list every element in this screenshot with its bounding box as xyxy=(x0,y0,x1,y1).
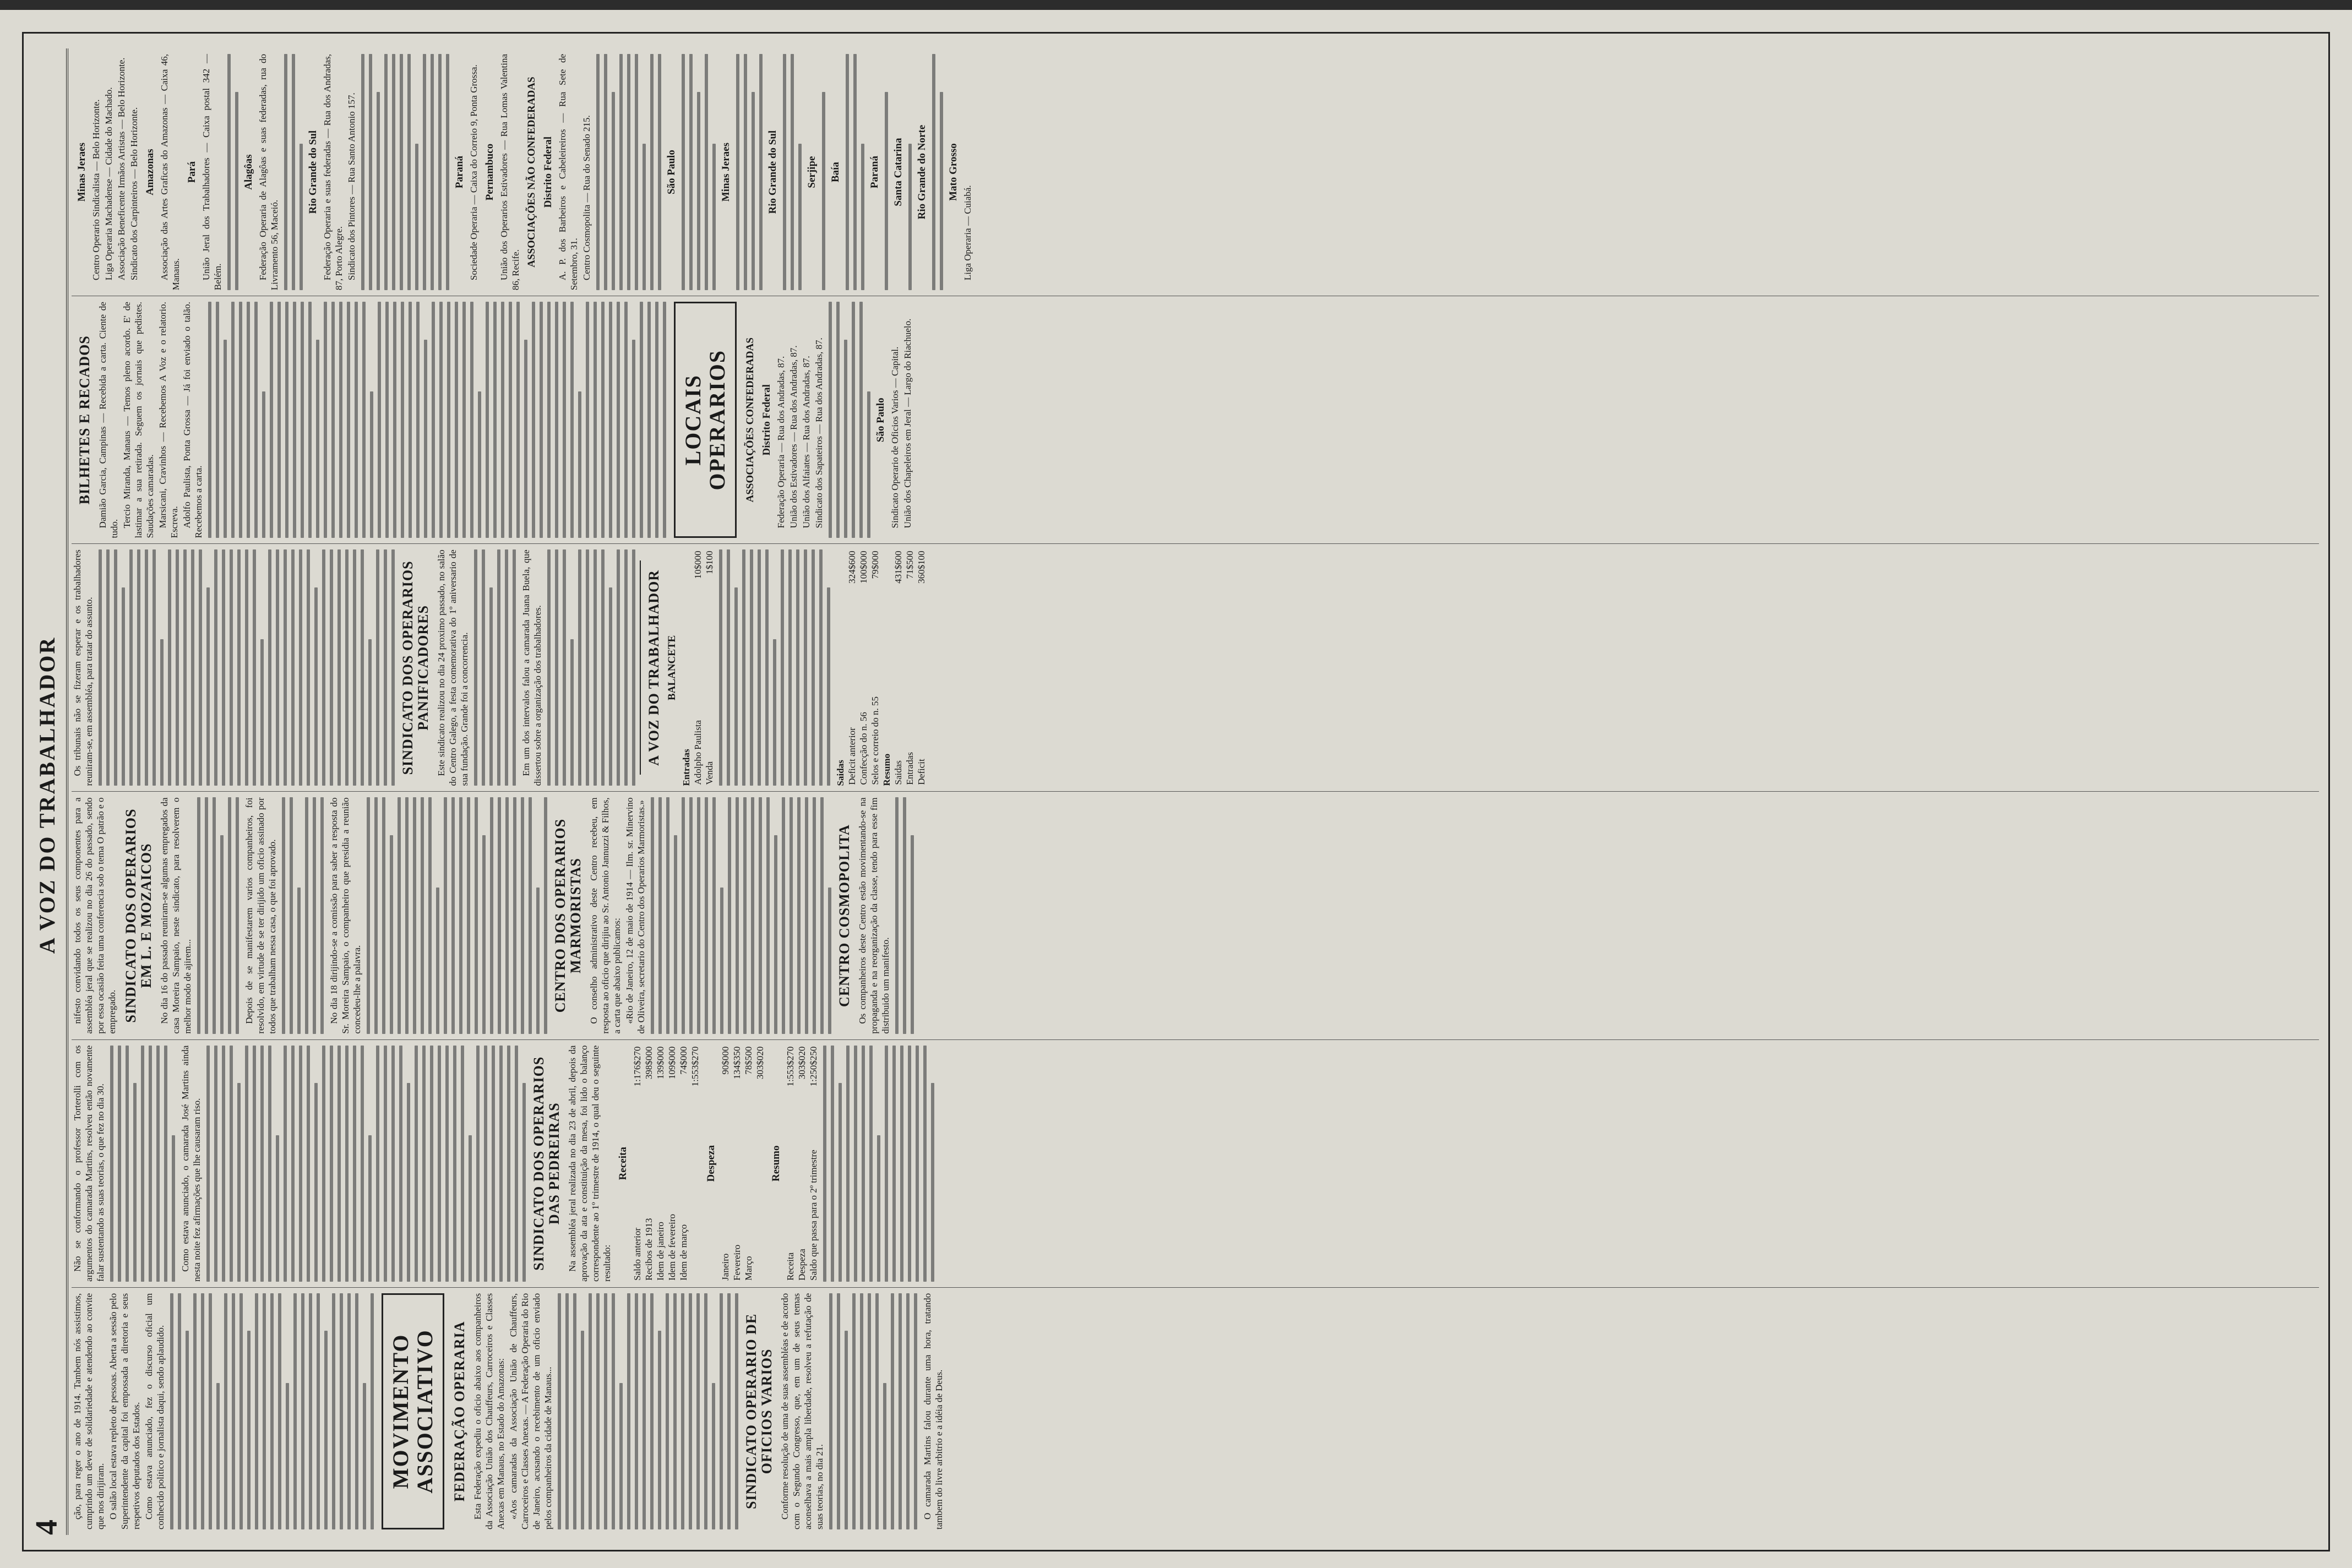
list-item: Sindicato dos Pintores — Rua Santo Antonio 157. xyxy=(346,92,357,281)
region-heading: Paraná xyxy=(869,156,880,189)
list-item: União dos Alfaiates — Rua dos Andradas, 87. xyxy=(801,356,812,529)
region-heading: Mato Grosso xyxy=(948,143,959,201)
region-heading: Santa Catarina xyxy=(892,138,904,206)
balance-table-receita xyxy=(631,1046,701,1282)
table-row: 1:553$270 xyxy=(690,1046,700,1087)
list-item: União dos Chapeleiros em Jeral — Largo do Riachuelo. xyxy=(902,318,913,529)
balance-resumo-title: Resumo xyxy=(770,1145,782,1182)
balance-table-resumo xyxy=(892,549,927,786)
section-banner-movimento: MOVIMENTO ASSOCIATIVO xyxy=(382,1293,444,1529)
table-row: Janeiro 90$000 xyxy=(720,1046,731,1281)
list-item: Liga Operaria — Cuiabá. xyxy=(962,185,973,281)
page-number: 4 xyxy=(30,1520,64,1535)
table-row: Saldo anterior 1:176$270 xyxy=(632,1046,643,1281)
column-3 xyxy=(72,791,2319,1039)
balance-despeza-title: Despeza xyxy=(705,1145,717,1182)
balance-saidas-title: Saidas xyxy=(835,760,846,786)
section-heading: SINDICATO OPERARIO DE OFICIOS VARIOS xyxy=(743,1313,775,1510)
balance-resumo-title: Resumo xyxy=(881,753,892,786)
section-heading: SINDICATO DOS OPERARIOS DAS PEDREIRAS xyxy=(531,1056,562,1271)
article-paragraph: Na assembléa jeral realizada no dia 23 de abril, depois da aprovação da ata e constituição da mesa, foi lido o balanço correspondente ao 1º trimestre de 1914, o qual deu o seguinte resultado: xyxy=(567,1045,612,1282)
article-paragraph: Não se conformando o professor Torterolli com os argumentos do camarada Martins, resolveu então novamente falar sustentando as suas teorias, o que fez no dia 30. xyxy=(72,1045,106,1282)
column-4 xyxy=(72,543,2319,791)
list-item: Federação Operaria e suas federadas — Rua dos Andradas, 87, Porto Alegre. xyxy=(322,53,344,291)
section-heading: CENTRO COSMOPOLITA xyxy=(836,824,852,1007)
table-row: Idem de fevereiro 109$000 xyxy=(667,1046,677,1281)
article-paragraph: Damião Garcia, Campinas — Recebida a carta. Ciente de tudo. xyxy=(97,302,119,538)
article-paragraph: Como estava anunciado, o camarada José Martins ainda nesta noite fez afirmações que lhe causaram riso. xyxy=(180,1045,202,1282)
region-heading: Pernambuco xyxy=(484,143,496,201)
table-row: Saldo que passa para o 2º trimestre 1:250$250 xyxy=(808,1046,819,1281)
article-paragraph: «Rio de Janeiro, 12 de maio de 1914 — Ilm. sr. Minervino de Oliveira, secretario do Centro dos Operarios Marmoristas.» xyxy=(624,797,646,1034)
balance-table-resumo xyxy=(785,1046,819,1282)
article-paragraph: nifesto convidando todos os seus componentes para a assembléa jeral que se realizou no dia 26 do passado, sendo por essa ocasião feita uma conferencia sob o tema O patrão e o empregado. xyxy=(72,797,117,1034)
article-paragraph: No dia 16 do passado reuniram-se algumas empregados da casa Moreira Sampaio, neste sindicato, para resolverem o melhor modo de ajirem... xyxy=(159,797,193,1034)
article-paragraph: Adolfo Paulista, Ponta Grossa — Já foi enviado o talão. Recebemos a carta. xyxy=(182,302,204,538)
column-2 xyxy=(72,1039,2319,1287)
section-heading: BILHETES E RECADOS xyxy=(77,335,92,505)
balance-table-entradas xyxy=(692,549,715,786)
region-heading: Alagôas xyxy=(243,154,254,190)
balance-table-saidas xyxy=(846,549,881,786)
list-item: Sindicato dos Carpinteiros — Belo Horizonte. xyxy=(129,107,139,281)
balance-receita-title: Receita xyxy=(617,1147,629,1180)
region-heading: Minas Jeraes xyxy=(720,143,732,202)
table-row: Receita 1:553$270 xyxy=(785,1046,796,1281)
region-heading: Baía xyxy=(830,162,841,183)
table-row: Confecção do n. 56 100$000 xyxy=(858,551,869,785)
column-1 xyxy=(72,1287,2319,1535)
list-item: União dos Estivadores — Rua dos Andradas, 87. xyxy=(788,345,799,529)
article-paragraph: Este sindicato realizou no dia 24 proximo passado, no salão do Centro Galego, a festa comemorativa do 1º aniversario de sua fundação. Grande foi a concorrencia. xyxy=(436,549,470,786)
table-row: Adolpho Paulista 10$000 xyxy=(693,551,703,785)
article-paragraph: Os companheiros deste Centro estão movimentando-se na propaganda e na reorganização da classe, tendo para esse fim distribuido um manifesto. xyxy=(857,797,891,1034)
list-item: Centro Operario Sindicalista — Belo Horizonte. xyxy=(91,99,101,281)
region-heading: Minas Jeraes xyxy=(76,143,88,202)
section-heading: CENTRO DOS OPERARIOS MARMORISTAS xyxy=(552,818,584,1013)
table-row: Deficit 360$100 xyxy=(916,551,927,785)
region-heading: Paraná xyxy=(454,156,465,189)
article-paragraph: No dia 18 dirijindo-se a comissão para saber a resposta do Sr. Moreira Sampaio, o companheiro que presidia a reunião concedeu-lhe a palavra. xyxy=(329,797,362,1034)
masthead xyxy=(28,48,68,1535)
section-heading: A VOZ DO TRABALHADOR xyxy=(646,569,662,766)
table-row: Idem de janeiro 139$000 xyxy=(655,1046,666,1281)
region-heading: Rio Grande do Sul xyxy=(307,130,319,214)
list-item: Sindicato Operario de Oficios Varios — Capital. xyxy=(890,346,900,529)
balance-entradas-title: Entradas xyxy=(681,749,692,786)
table-row: Recibos de 1913 398$000 xyxy=(644,1046,654,1281)
section-heading: FEDERAÇÃO OPERARIA xyxy=(451,1321,467,1502)
article-paragraph: Como estava anunciado, fez o discurso oficial um conhecido político e jornalista daqui, sendo aplaudido. xyxy=(144,1293,166,1529)
section-subheading: ASSOCIAÇÕES NÃO CONFEDERADAS xyxy=(526,77,537,268)
article-paragraph: «Aos camaradas da Associação Uniāo de Chauffeurs, Carroceiros e Classes Anexas. — A Federação Operaria do Rio de Janeiro, acusando o recebimento de um oficio enviado pelos companheiros da cidade de Manaus... xyxy=(508,1293,553,1529)
list-item: Federação Operaria — Rua dos Andradas, 87. xyxy=(776,356,786,529)
table-row: Fevereiro 134$350 xyxy=(732,1046,742,1281)
column-6 xyxy=(72,48,2319,296)
article-paragraph: O conselho administrativo deste Centro recebeu, em resposta ao oficio que dirijiu ao Sr. Antonio Jannuzzi & Filhos, a carta que abaixo publicamos: xyxy=(589,797,622,1034)
list-item: Associação das Artes Graficas do Amazonas — Caixa 46, Manaus. xyxy=(159,53,181,291)
table-row: Entradas 71$500 xyxy=(905,551,915,785)
table-row: Selos e correio do n. 55 79$000 xyxy=(870,551,880,785)
region-heading: Amazonas xyxy=(144,149,156,195)
table-row: Março 78$500 xyxy=(743,1046,754,1281)
article-paragraph: Depois de se manifestarem varios companheiros, foi resolvido, em virtude de se ter dirijido um oficio assinado por todos que trabalham nessa casa, o que foi aprovado. xyxy=(244,797,277,1034)
list-item: Associação Beneficente Irmãos Artistas — Belo Horizonte. xyxy=(116,57,127,281)
article-paragraph: ção, para reger o ano de 1914. Tambem nós assistimos, cumprindo um dever de solidariedade e atendendo ao convite que nos dirijiram. xyxy=(72,1293,106,1529)
article-paragraph: Tercio Miranda, Manaus — Temos pleno acordo. E' de lastimar a sua retirada. Seguem os jornais que pedistes. Saudações camaradas. xyxy=(122,302,155,538)
list-item: União Jeral dos Trabalhadores — Caixa postal 342 — Belém. xyxy=(201,53,223,291)
section-heading: SINDICATO DOS OPERARIOS EM L. E MOZAICOS xyxy=(123,808,154,1023)
region-heading: Rio Grande do Norte xyxy=(916,124,928,220)
text-columns xyxy=(72,48,2319,1535)
region-heading: Distrito Federal xyxy=(761,384,772,456)
list-item: Sociedade Operaria — Caixa do Correio 9, Ponta Grossa. xyxy=(469,64,479,281)
list-item: União dos Operarios Estivadores — Rua Lomas Valentina 86, Recife. xyxy=(499,53,521,291)
list-item: A. P. dos Barbeiros e Cabeleireiros — Rua Sete de Setembro, 31. xyxy=(557,53,579,291)
article-paragraph: O salão local estava repleto de pessoas. Aberta a sessão pelo Superintendente da capital foi empossada a diretoria e seus respetivos deputados dos Estados. xyxy=(108,1293,141,1529)
article-paragraph: Esta Federação expediu o oficio abaixo aos companheiros da Associação Uniāo dos Chauffeurs, Carroceiros e Classes Anexas em Manaus, no Estado do Amazonas: xyxy=(472,1293,506,1529)
newspaper-title: A VOZ DO TRABALHADOR xyxy=(34,636,59,954)
article-paragraph: Os tribunais não se fizeram esperar e os trabalhadores reuniram-se, em assembléa, para tratar do assunto. xyxy=(72,549,94,786)
section-banner-locais: LOCAIS OPERARIOS xyxy=(674,302,737,538)
list-item: Sindicato dos Sapateiros — Rua dos Andradas, 87. xyxy=(814,337,824,529)
article-paragraph: Marsicani, Cravinhos — Recebemos A Voz e o relatorio. Escreva. xyxy=(157,302,179,538)
list-item: Liga Operaria Machadense — Cidade do Machado. xyxy=(104,87,114,281)
article-paragraph: Conforme resolução de uma de suas assembléas e de acordo com o Segundo Congresso, que, em um de seus temas aconselhava a mais ampla liberdade, resolveu a refutação de suas teorias, no dia 21. xyxy=(780,1293,825,1529)
region-heading: Pará xyxy=(186,161,198,183)
region-heading: Distrito Federal xyxy=(542,136,554,208)
region-heading: Rio Grande do Sul xyxy=(767,130,778,214)
list-item: Centro Cosmopolita — Rua do Senado 215. xyxy=(581,115,592,281)
article-paragraph: O camarada Martins falou durante uma hora, tratando tambem do livre arbitrio e a idéia de Deus. xyxy=(922,1293,944,1529)
section-subheading: ASSOCIAÇÕES CONFEDERADAS xyxy=(744,337,756,503)
region-heading: São Paulo xyxy=(875,398,886,443)
table-row: Despeza 303$020 xyxy=(797,1046,807,1281)
region-heading: São Paulo xyxy=(666,150,677,194)
table-row: Saidas 431$600 xyxy=(893,551,903,785)
balance-table-despeza xyxy=(720,1046,766,1282)
column-5 xyxy=(72,296,2319,543)
article-paragraph: Em um dos intervalos falou a camarada Juana Buela, que dissertou sobre a organização dos trabalhadores. xyxy=(521,549,543,786)
table-row: Idem de março 74$000 xyxy=(678,1046,689,1281)
region-heading: Serjipe xyxy=(806,156,818,188)
table-row: Deficit anterior 324$600 xyxy=(847,551,857,785)
table-row: 303$020 xyxy=(755,1046,765,1080)
table-row: Venda 1$100 xyxy=(704,551,715,785)
section-subheading: BALANCETE xyxy=(666,635,678,701)
list-item: Federação Operaria de Alagôas e suas federadas, rua do Livramento 56, Maceió. xyxy=(258,53,280,291)
newspaper-page xyxy=(0,10,2352,1568)
section-heading: SINDICATO DOS OPERARIOS PANIFICADORES xyxy=(400,560,431,775)
